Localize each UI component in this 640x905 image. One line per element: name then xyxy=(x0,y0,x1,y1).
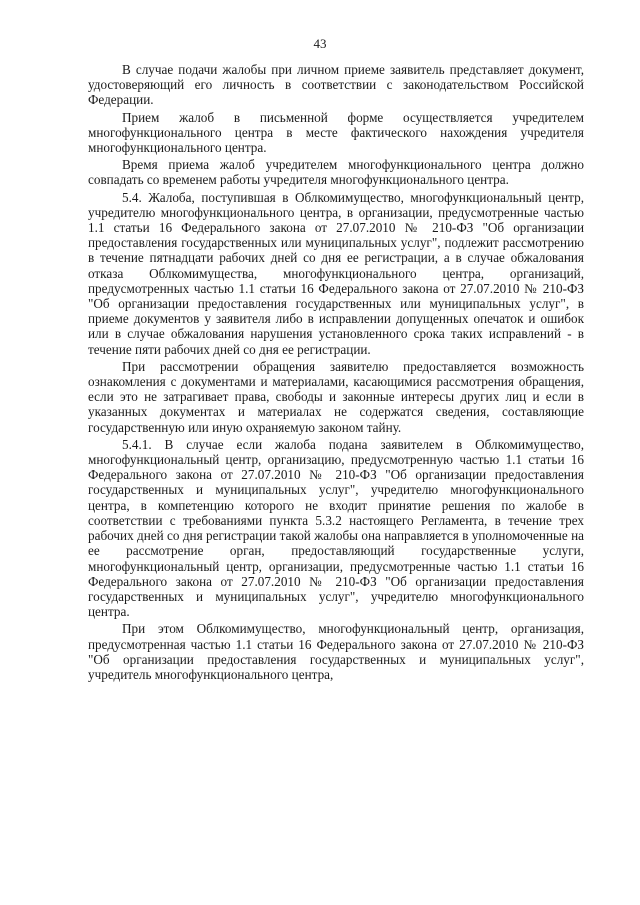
paragraph-written-complaints: Прием жалоб в письменной форме осуществляется учредителем многофункционального центра в месте фактического нахождения учредителя многофункционального центра. xyxy=(88,109,584,156)
page-number: 43 xyxy=(313,36,327,51)
document-body xyxy=(88,62,584,682)
paragraph-identity-document: В случае подачи жалобы при личном приеме заявитель представляет документ, удостоверяющий его личность в соответствии с законодательством Российской Федерации. xyxy=(88,62,584,108)
paragraph-5-4: 5.4. Жалоба, поступившая в Облкомимущество, многофункциональный центр, учредителю многофункционального центра, в организации, предусмотренные частью 1.1 статьи 16 Федерального закона от 27.07.2010 № 210-ФЗ "Об организации предоставления государственных или муниципальных услуг", подлежит рассмотрению в течение пятнадцати рабочих дней со дня ее регистрации, а в случае обжалования отказа Облкомимущества, многофункционального центра, организаций, предусмотренных частью 1.1 статьи 16 Федерального закона от 27.07.2010 № 210-ФЗ "Об организации предоставления государственных или муниципальных услуг", в приеме документов у заявителя либо в исправлении допущенных опечаток и ошибок или в случае обжалования нарушения установленного срока таких исправлений - в течение пяти рабочих дней со дня ее регистрации. xyxy=(88,189,584,357)
paragraph-5-4-1: 5.4.1. В случае если жалоба подана заявителем в Облкомимущество, многофункциональный центр, организацию, предусмотренную частью 1.1 статьи 16 Федерального закона от 27.07.2010 № 210-ФЗ "Об организации предоставления государственных и муниципальных услуг", учредителю многофункционального центра, в компетенцию которого не входит принятие решения по жалобе в соответствии с требованиями пункта 5.3.2 настоящего Регламента, в течение трех рабочих дней со дня регистрации такой жалобы она направляется в уполномоченные на ее рассмотрение орган, предоставляющий государственные услуги, многофункциональный центр, организации, предусмотренные частью 1.1 статьи 16 Федерального закона от 27.07.2010 № 210-ФЗ "Об организации предоставления государственных и муниципальных услуг", учредителю многофункционального центра. xyxy=(88,436,584,620)
paragraph-continuation: При этом Облкомимущество, многофункциональный центр, организация, предусмотренная частью 1.1 статьи 16 Федерального закона от 27.07.2010 № 210-ФЗ "Об организации предоставления государственных и муниципальных услуг", учредитель многофункционального центра, xyxy=(88,621,584,682)
paragraph-review-access: При рассмотрении обращения заявителю предоставляется возможность ознакомления с документами и материалами, касающимися рассмотрения обращения, если это не затрагивает права, свободы и законные интересы других лиц и если в указанных документах и материалах не содержатся сведения, составляющие государственную или иную охраняемую законом тайну. xyxy=(88,358,584,435)
paragraph-reception-time: Время приема жалоб учредителем многофункционального центра должно совпадать со временем работы учредителя многофункционального центра. xyxy=(88,157,584,188)
